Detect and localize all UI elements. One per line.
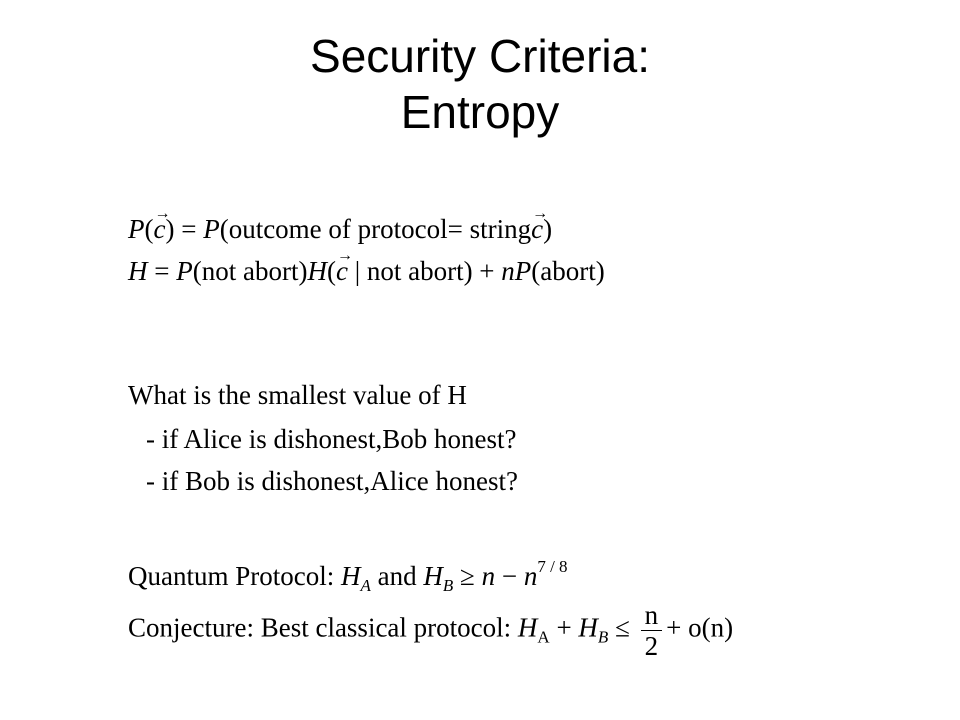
eq1-close-equals: ) =	[165, 214, 204, 244]
slide-title-line-1: Security Criteria:	[310, 30, 650, 82]
eq2-h-symbol: H	[128, 256, 148, 286]
question-bullet-alice: - if Alice is dishonest,Bob honest?	[146, 424, 517, 454]
slide-title-line-2: Entropy	[400, 86, 560, 138]
eq2-condition: | not abort) +	[347, 256, 502, 286]
quantum-geq: ≥	[453, 561, 482, 591]
eq1-close-paren: )	[543, 214, 553, 244]
conjecture-label: Conjecture: Best classical protocol:	[128, 612, 518, 643]
conjecture-line	[128, 600, 733, 661]
question-line: What is the smallest value of H	[128, 380, 467, 410]
conjecture-ha-symbol: H	[517, 612, 538, 643]
eq2-abort: (abort)	[531, 256, 605, 286]
conjecture-fraction	[641, 600, 663, 661]
quantum-n: n	[481, 561, 496, 591]
eq2-equals: =	[147, 256, 177, 286]
eq1-p-symbol: P	[128, 214, 145, 244]
eq2-p-symbol: P	[176, 256, 193, 286]
eq1-open-paren: (	[144, 214, 154, 244]
conjecture-sub-b: B	[597, 627, 609, 647]
conjecture-sub-a: A	[537, 627, 550, 647]
conjecture-hb-symbol: H	[578, 612, 598, 643]
quantum-protocol-line	[128, 550, 568, 603]
quantum-hb-symbol: H	[423, 561, 443, 591]
eq2-vector-c: c →	[336, 254, 348, 288]
conjecture-plus: +	[549, 612, 579, 643]
quantum-exponent: 7 / 8	[537, 557, 568, 576]
question-bullet-bob: - if Bob is dishonest,Alice honest?	[146, 466, 518, 496]
eq1-vector-c: c →	[154, 212, 166, 246]
slide-title	[0, 28, 960, 140]
quantum-and: and	[370, 561, 424, 591]
eq2-open-paren: (	[326, 256, 336, 286]
entropy-equation	[128, 254, 605, 288]
eq2-h-symbol-2: H	[307, 256, 327, 286]
quantum-sub-b: B	[442, 576, 454, 595]
fraction-numerator: n	[641, 600, 663, 631]
conjecture-leq: ≤	[608, 612, 637, 643]
quantum-ha-symbol: H	[340, 561, 361, 591]
eq2-np-symbol: nP	[501, 256, 532, 286]
fraction-denominator: 2	[644, 631, 659, 661]
eq1-outcome-text: (outcome of protocol= string	[219, 214, 532, 244]
quantum-label: Quantum Protocol:	[128, 561, 341, 591]
eq1-p-symbol-2: P	[203, 214, 220, 244]
eq2-not-abort: (not abort)	[192, 256, 308, 286]
quantum-minus: −	[495, 561, 524, 591]
conjecture-tail: + o(n)	[666, 612, 734, 643]
quantum-n-2: n	[523, 561, 538, 591]
eq1-vector-c-2: c →	[531, 212, 543, 246]
quantum-sub-a: A	[360, 576, 371, 595]
